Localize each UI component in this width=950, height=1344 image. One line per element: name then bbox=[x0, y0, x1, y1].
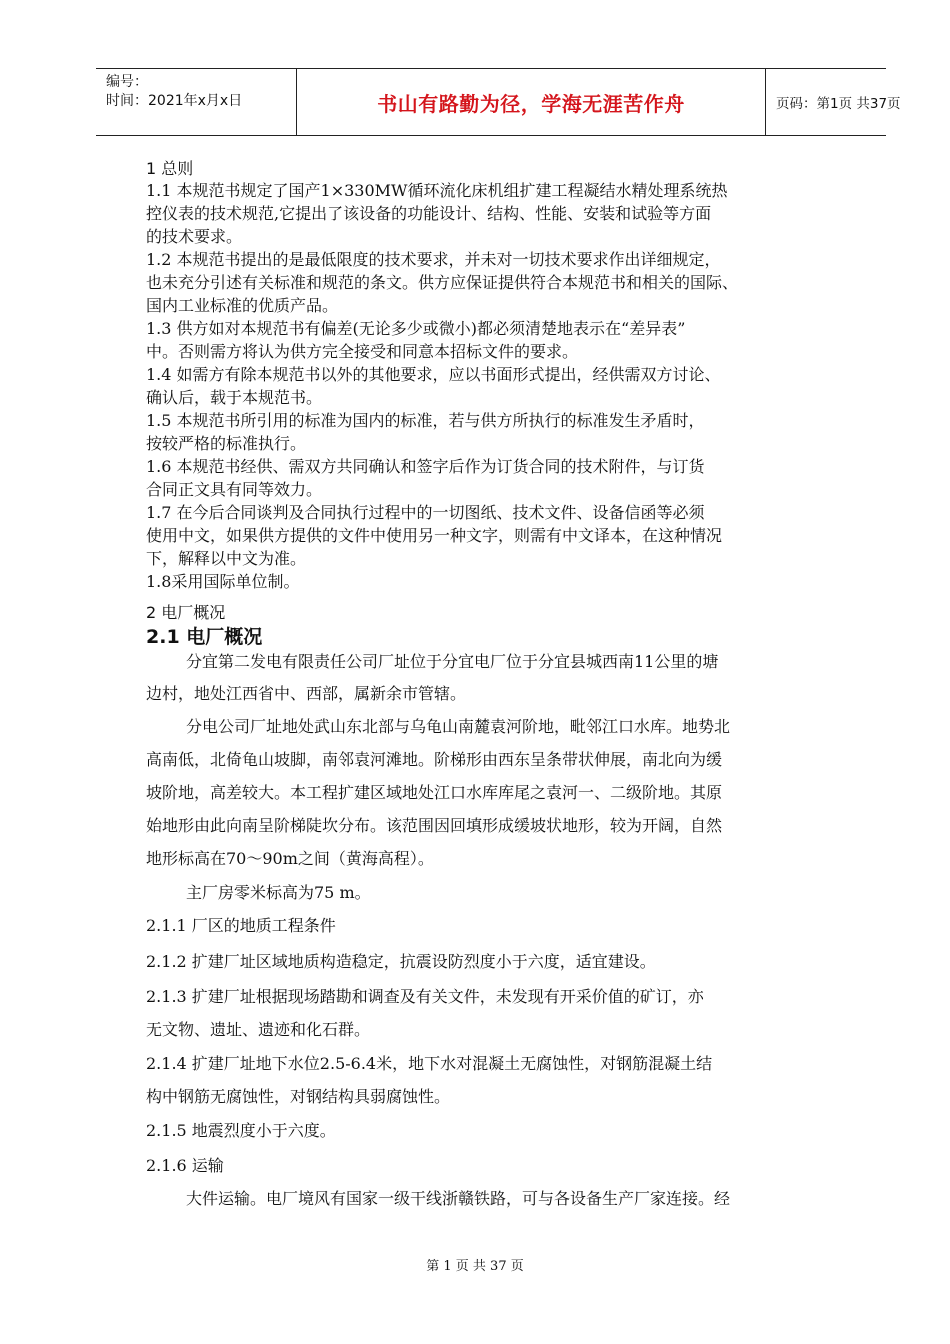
section-1-line: 中。否则需方将认为供方完全接受和同意本招标文件的要求。 bbox=[146, 342, 579, 361]
section-1-line: 的技术要求。 bbox=[146, 227, 243, 246]
document-time-label: 时间：2021年x月x日 bbox=[106, 93, 243, 109]
section-2-line: 2.1.5 地震烈度小于六度。 bbox=[146, 1121, 336, 1140]
section-1-line: 1.1 本规范书规定了国产1×330MW循环流化床机组扩建工程凝结水精处理系统热 bbox=[146, 181, 728, 200]
section-2-line: 始地形由此向南呈阶梯陡坎分布。该范围因回填形成缓坡状地形，较为开阔，自然 bbox=[146, 816, 723, 835]
section-1-line: 控仪表的技术规范,它提出了该设备的功能设计、结构、性能、安装和试验等方面 bbox=[146, 204, 712, 223]
section-2-line: 地形标高在70～90m之间（黄海高程）。 bbox=[146, 849, 434, 868]
section-2-1-heading: 2.1 电厂概况 bbox=[146, 626, 263, 648]
section-1-line: 使用中文，如果供方提供的文件中使用另一种文字，则需有中文译本，在这种情况 bbox=[146, 526, 723, 545]
section-2-line: 2.1.6 运输 bbox=[146, 1156, 224, 1175]
section-2-line: 无文物、遗址、遗迹和化石群。 bbox=[146, 1020, 371, 1039]
section-1-line: 国内工业标准的优质产品。 bbox=[146, 296, 339, 315]
section-1-line: 也未充分引述有关标准和规范的条文。供方应保证提供符合本规范书和相关的国际、 bbox=[146, 273, 739, 292]
section-1-line: 1.2 本规范书提出的是最低限度的技术要求，并未对一切技术要求作出详细规定， bbox=[146, 250, 721, 269]
section-2-line: 构中钢筋无腐蚀性，对钢结构具弱腐蚀性。 bbox=[146, 1087, 451, 1106]
section-1-line: 按较严格的标准执行。 bbox=[146, 434, 307, 453]
section-2-line: 2.1.3 扩建厂址根据现场踏勘和调查及有关文件，未发现有开采价值的矿订，亦 bbox=[146, 987, 704, 1006]
header-page-cell bbox=[766, 69, 901, 135]
document-number-label: 编号： bbox=[106, 74, 148, 90]
header-motto-cell bbox=[296, 69, 766, 135]
section-2-line: 分电公司厂址地处武山东北部与乌龟山南麓袁河阶地，毗邻江口水库。地势北 bbox=[186, 717, 731, 736]
section-1-line: 1.3 供方如对本规范书有偏差(无论多少或微小)都必须清楚地表示在“差异表” bbox=[146, 319, 686, 338]
section-2-line: 分宜第二发电有限责任公司厂址位于分宜电厂位于分宜县城西南11公里的塘 bbox=[186, 652, 719, 671]
section-2-line: 2.1.1 厂区的地质工程条件 bbox=[146, 916, 336, 935]
section-2-line: 2.1.4 扩建厂址地下水位2.5-6.4米，地下水对混凝土无腐蚀性，对钢筋混凝土结 bbox=[146, 1054, 713, 1073]
section-1-line: 确认后，载于本规范书。 bbox=[146, 388, 323, 407]
section-2-title: 2 电厂概况 bbox=[146, 603, 226, 622]
section-2-line: 大件运输。电厂境风有国家一级干线浙赣铁路，可与各设备生产厂家连接。经 bbox=[186, 1189, 731, 1208]
section-2-line: 坡阶地，高差较大。本工程扩建区域地处江口水库库尾之袁河一、二级阶地。其原 bbox=[146, 783, 723, 802]
section-1-title: 1 总则 bbox=[146, 159, 194, 178]
section-2-line: 主厂房零米标高为75 m。 bbox=[186, 883, 371, 902]
section-2-line: 高南低，北倚龟山坡脚，南邻袁河滩地。阶梯形由西东呈条带状伸展，南北向为缓 bbox=[146, 750, 723, 769]
section-1-line: 1.7 在今后合同谈判及合同执行过程中的一切图纸、技术文件、设备信函等必须 bbox=[146, 503, 705, 522]
page-footer: 第 1 页 共 37 页 bbox=[426, 1259, 524, 1274]
header-page-code: 页码：第1页 共37页 bbox=[776, 96, 901, 112]
section-1-line: 合同正文具有同等效力。 bbox=[146, 480, 323, 499]
section-1-line: 1.8采用国际单位制。 bbox=[146, 572, 300, 591]
section-1-line: 1.4 如需方有除本规范书以外的其他要求，应以书面形式提出，经供需双方讨论、 bbox=[146, 365, 721, 384]
document-header bbox=[96, 68, 901, 136]
section-1-line: 1.5 本规范书所引用的标准为国内的标准，若与供方所执行的标准发生矛盾时， bbox=[146, 411, 705, 430]
section-2-line: 2.1.2 扩建厂址区域地质构造稳定，抗震设防烈度小于六度，适宜建设。 bbox=[146, 952, 656, 971]
header-meta-cell bbox=[96, 69, 296, 135]
section-2-line: 边村，地处江西省中、西部，属新余市管辖。 bbox=[146, 684, 467, 703]
section-1-line: 1.6 本规范书经供、需双方共同确认和签字后作为订货合同的技术附件，与订货 bbox=[146, 457, 705, 476]
section-1-line: 下，解释以中文为准。 bbox=[146, 549, 307, 568]
header-motto: 书山有路勤为径，学海无涯苦作舟 bbox=[377, 91, 685, 116]
